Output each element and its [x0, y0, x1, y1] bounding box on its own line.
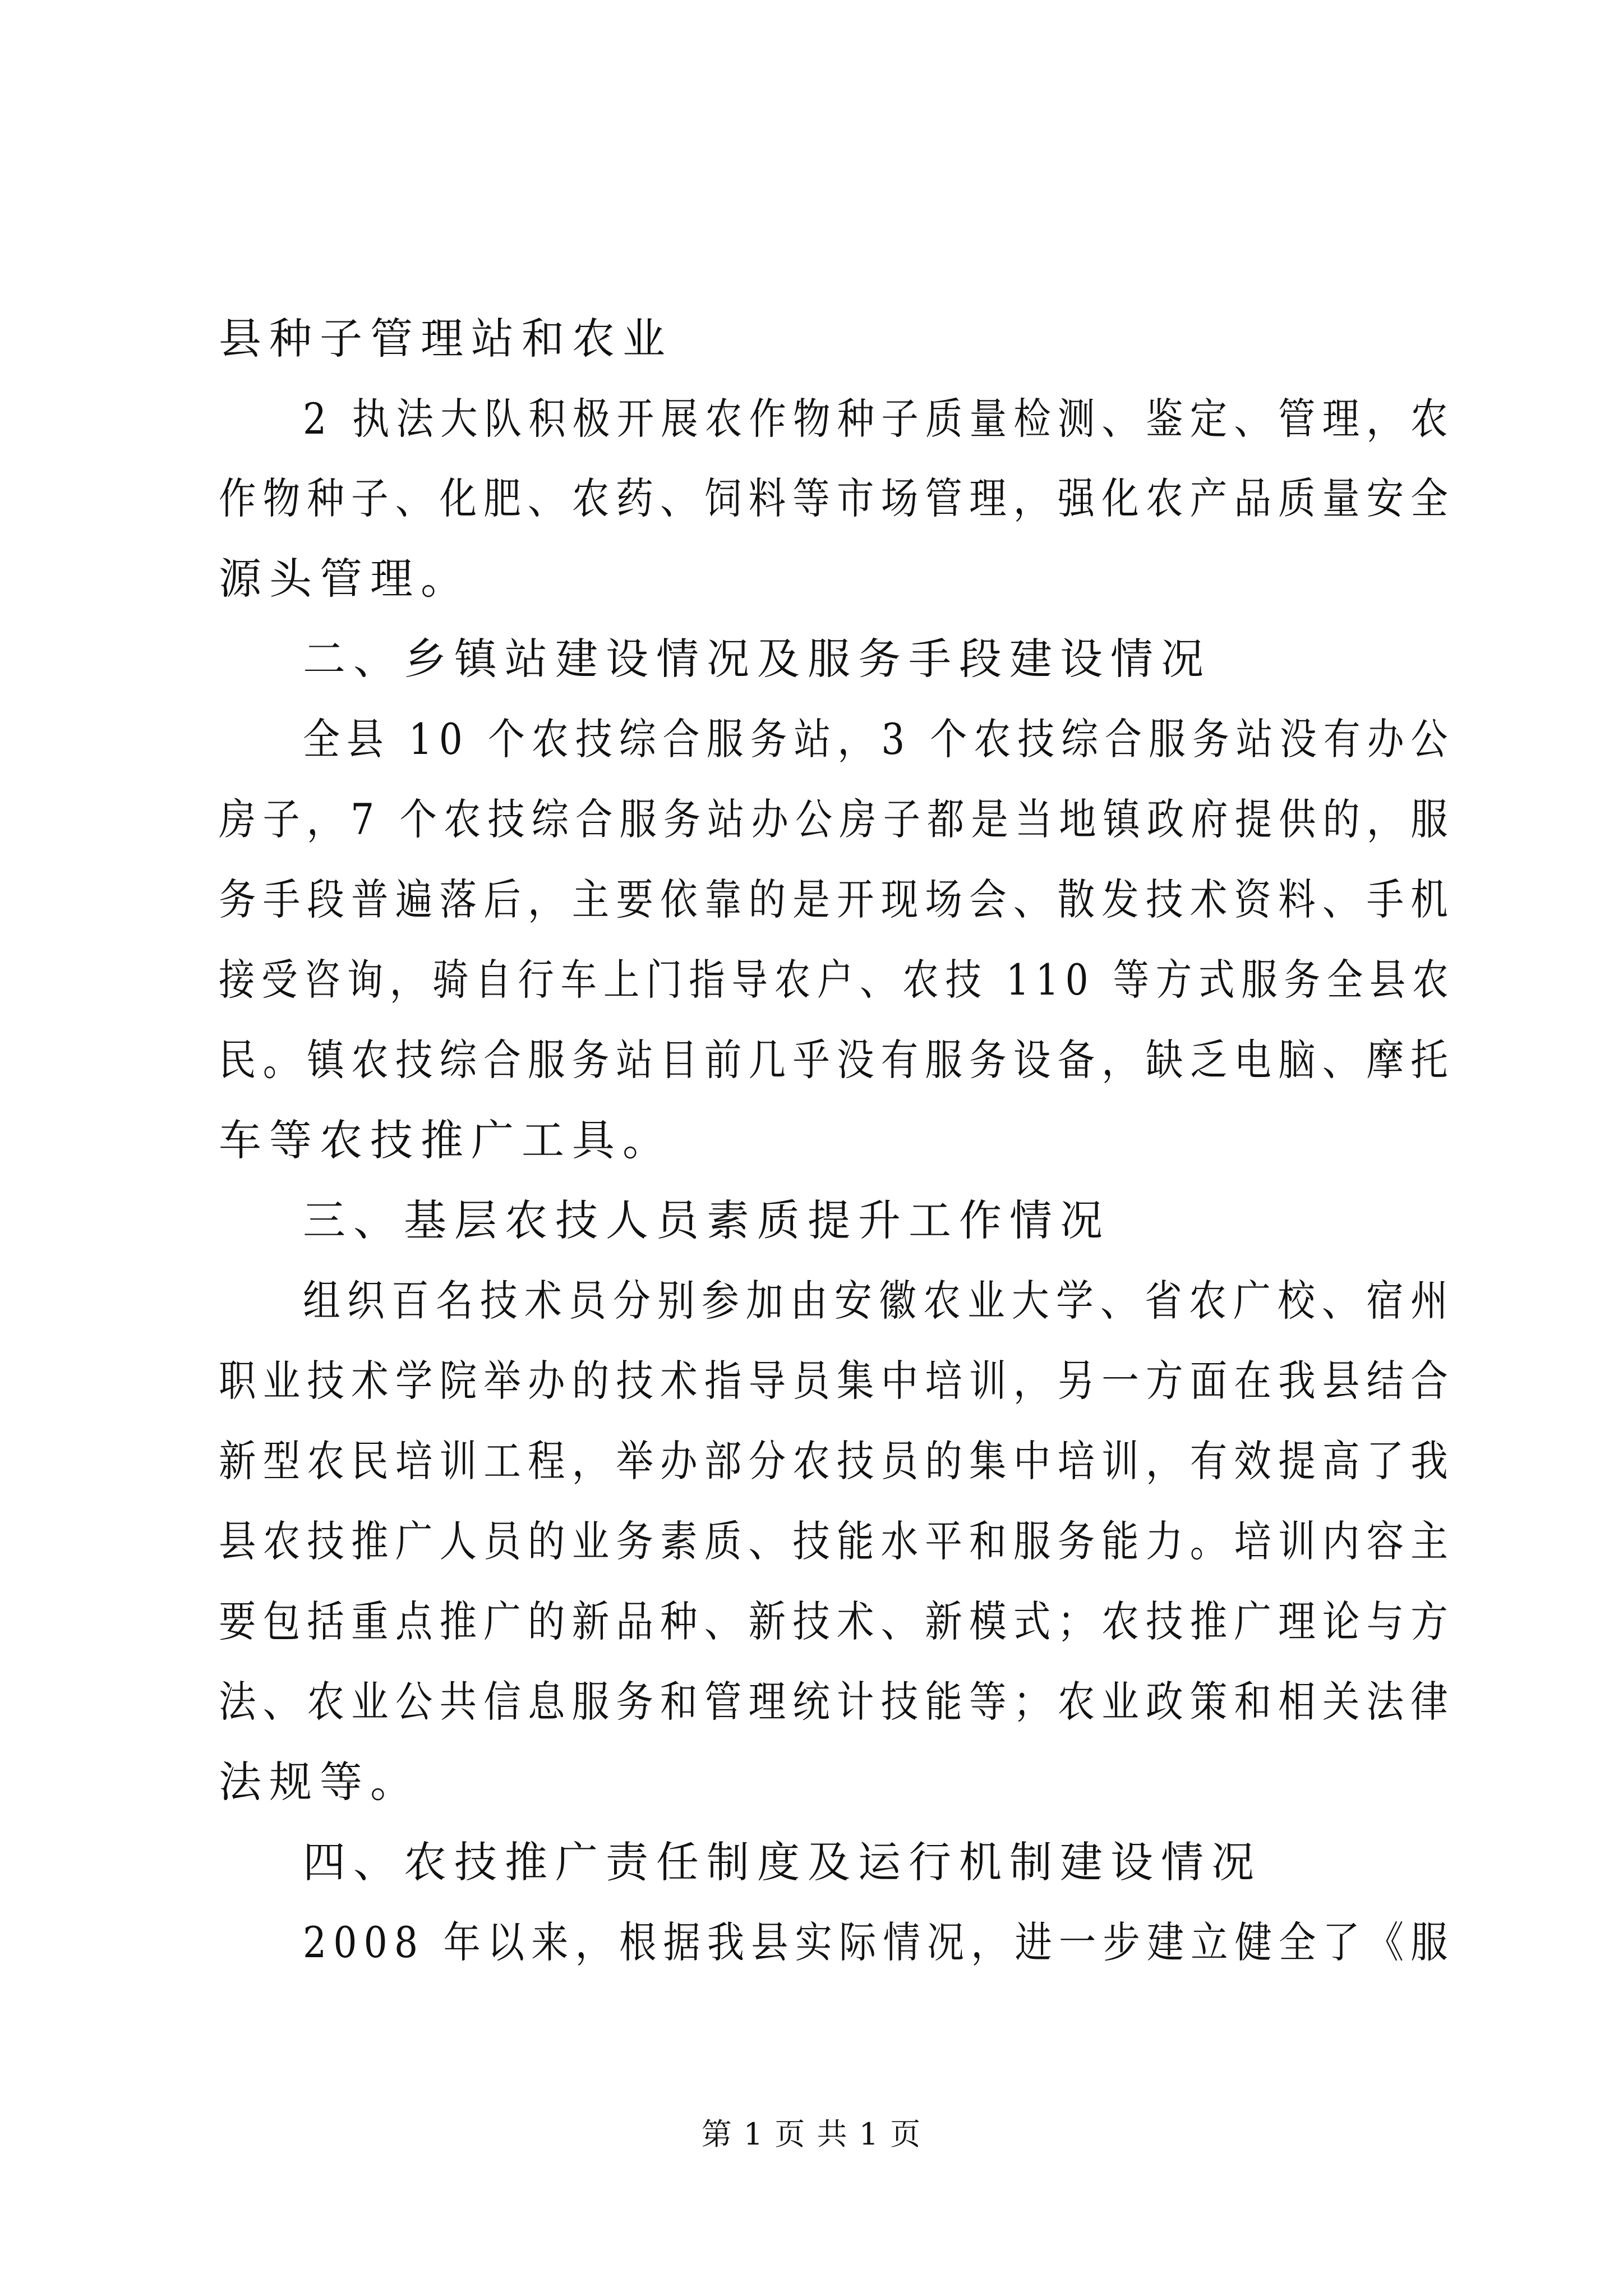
text-line: 源头管理。 [219, 554, 471, 604]
text-line: 房子，7 个农技综合服务站办公房子都是当地镇政府提供的，服 [219, 794, 1455, 844]
text-line: 法规等。 [219, 1757, 421, 1807]
text-line: 县种子管理站和农业 [219, 314, 673, 364]
text-line: 要包括重点推广的新品种、新技术、新模式；农技推广理论与方 [219, 1596, 1455, 1646]
text-line: 民。镇农技综合服务站目前几乎没有服务设备，缺乏电脑、摩托 [219, 1035, 1455, 1085]
text-line: 务手段普遍落后，主要依靠的是开现场会、散发技术资料、手机 [219, 875, 1455, 924]
text-line: 2008 年以来，根据我县实际情况，进一步建立健全了《服 [303, 1917, 1455, 1967]
section-heading: 三、基层农技人员素质提升工作情况 [303, 1195, 1110, 1245]
text-line: 组织百名技术员分别参加由安徽农业大学、省农广校、宿州 [303, 1276, 1455, 1326]
text-line: 2 执法大队积极开展农作物种子质量检测、鉴定、管理，农 [303, 394, 1455, 444]
page-footer: 第 1 页 共 1 页 [701, 2116, 922, 2152]
section-heading: 二、乡镇站建设情况及服务手段建设情况 [303, 634, 1211, 684]
text-line: 县农技推广人员的业务素质、技能水平和服务能力。培训内容主 [219, 1516, 1455, 1566]
text-line: 作物种子、化肥、农药、饲料等市场管理，强化农产品质量安全 [219, 473, 1455, 523]
text-line: 法、农业公共信息服务和管理统计技能等；农业政策和相关法律 [219, 1677, 1455, 1727]
text-line: 全县 10 个农技综合服务站，3 个农技综合服务站没有办公 [303, 714, 1455, 764]
text-line: 车等农技推广工具。 [219, 1115, 673, 1165]
section-heading: 四、农技推广责任制度及运行机制建设情况 [303, 1837, 1262, 1887]
text-line: 新型农民培训工程，举办部分农技员的集中培训，有效提高了我 [219, 1436, 1455, 1486]
text-line: 接受咨询，骑自行车上门指导农户、农技 110 等方式服务全县农 [219, 955, 1455, 1005]
text-line: 职业技术学院举办的技术指导员集中培训，另一方面在我县结合 [219, 1356, 1455, 1406]
